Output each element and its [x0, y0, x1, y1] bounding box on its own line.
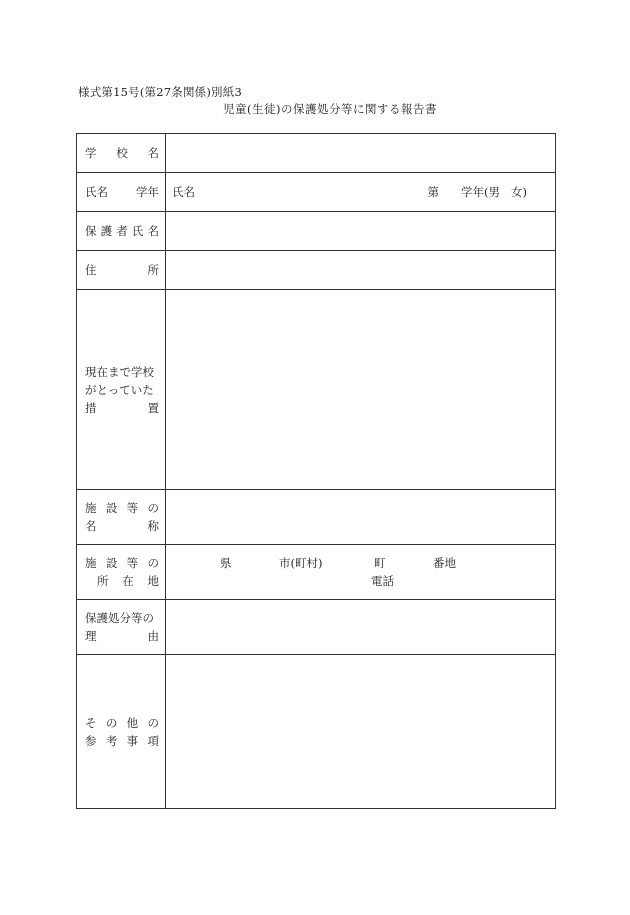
row-school	[77, 134, 556, 173]
row-guardian	[77, 212, 556, 251]
label-facility-location	[77, 545, 166, 600]
report-form-table	[76, 133, 556, 809]
label-char: 所	[147, 262, 159, 277]
label-char: 設	[105, 556, 118, 570]
school-name-field[interactable]	[166, 134, 556, 173]
label-char: 住	[85, 262, 97, 277]
label-facility-name	[77, 490, 166, 545]
label-char: 由	[147, 629, 159, 643]
label-measures	[77, 290, 166, 490]
label-char: の	[105, 715, 118, 730]
label-guardian	[77, 212, 166, 251]
address-field[interactable]	[166, 251, 556, 290]
facility-name-field[interactable]	[166, 490, 556, 545]
form-title: 児童(生徒)の保護処分等に関する報告書	[223, 102, 437, 116]
label-char: 校	[116, 145, 128, 160]
prefecture-label: 県	[220, 556, 232, 570]
label-char: の	[147, 715, 159, 730]
label-char: 措	[85, 400, 97, 415]
phone-label: 電話	[371, 574, 394, 588]
measures-field[interactable]	[166, 290, 556, 490]
guardian-name-field[interactable]	[166, 212, 556, 251]
label-char: そ	[85, 715, 97, 730]
label-char: 地	[147, 574, 159, 588]
lot-label: 番地	[433, 556, 456, 570]
grade-gender-group	[428, 184, 550, 200]
row-facility-location	[77, 545, 556, 600]
label-student	[77, 173, 166, 212]
label-grade: 学年	[136, 184, 159, 199]
label-reason	[77, 600, 166, 655]
label-char: 氏	[131, 223, 144, 238]
grade-prefix: 第	[427, 185, 439, 199]
label-char: 置	[147, 400, 159, 415]
label-char: 護	[100, 223, 113, 238]
label-char: 施	[85, 501, 97, 515]
facility-location-field[interactable]	[166, 545, 556, 600]
student-field[interactable]	[166, 173, 556, 212]
reason-field[interactable]	[166, 600, 556, 655]
label-char: 称	[147, 519, 159, 533]
label-school	[77, 134, 166, 173]
label-other	[77, 655, 166, 809]
label-char: 在	[122, 574, 134, 588]
gender-female: 女)	[511, 185, 527, 199]
row-address	[77, 251, 556, 290]
label-line: 現在まで学校	[85, 364, 154, 379]
label-char: 等	[126, 501, 139, 515]
row-student	[77, 173, 556, 212]
label-char: 所	[97, 574, 109, 588]
label-name: 氏名	[85, 184, 108, 199]
label-char: 施	[85, 556, 97, 570]
label-char: 考	[105, 733, 118, 748]
label-char: の	[147, 501, 159, 515]
label-char: 保	[85, 223, 97, 238]
label-char: 他	[126, 715, 139, 730]
label-char: 等	[126, 556, 139, 570]
label-char: の	[147, 556, 159, 570]
other-notes-field[interactable]	[166, 655, 556, 809]
city-label: 市(町村)	[279, 556, 323, 570]
label-char: 学	[85, 145, 97, 160]
form-number: 様式第15号(第27条関係)別紙3	[78, 85, 242, 99]
row-measures	[77, 290, 556, 490]
row-other	[77, 655, 556, 809]
label-char: 理	[85, 629, 97, 643]
label-char: 名	[85, 519, 97, 533]
grade-suffix: 学年(男	[461, 185, 500, 199]
label-char: 事	[126, 733, 139, 748]
label-char: 名	[147, 223, 159, 238]
label-line: 保護処分等の	[85, 611, 154, 625]
label-char: 設	[105, 501, 118, 515]
label-line: がとっていた	[85, 382, 154, 397]
student-name-label: 氏名	[172, 185, 195, 199]
row-reason	[77, 600, 556, 655]
town-label: 町	[374, 556, 386, 570]
row-facility-name	[77, 490, 556, 545]
label-char: 名	[147, 145, 159, 160]
label-char: 項	[147, 733, 159, 748]
label-char: 参	[85, 733, 97, 748]
label-char: 者	[116, 223, 128, 238]
label-address	[77, 251, 166, 290]
